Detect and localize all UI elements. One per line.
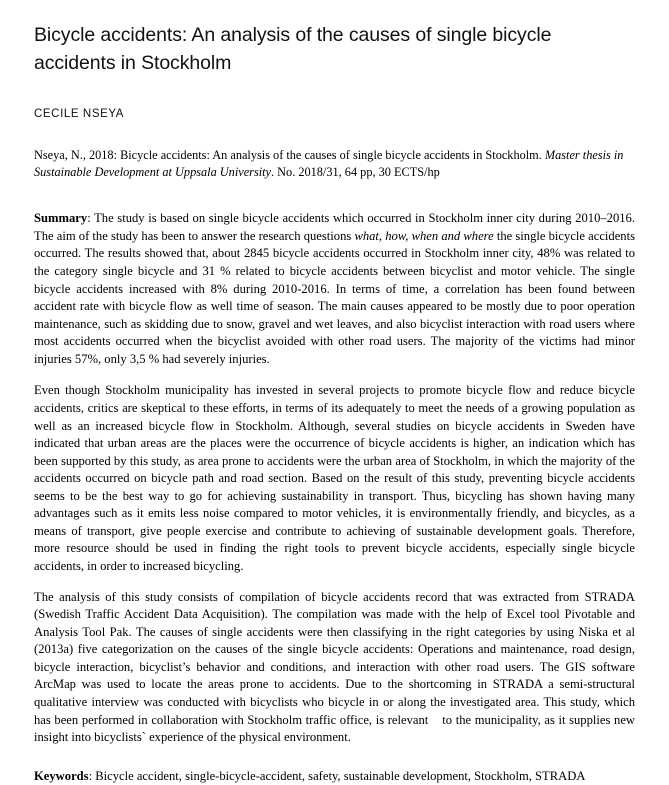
citation-source-italic: Master thesis in Sustainable Development at Uppsala University	[34, 148, 624, 180]
body-paragraph-3	[34, 589, 635, 747]
keywords-value: Bicycle accident, single-bicycle-accident, safety, sustainable development, Stockholm, STRADA	[95, 768, 586, 783]
citation-text-end: . No. 2018/31, 64 pp, 30 ECTS/hp	[271, 165, 440, 180]
keywords-block	[34, 768, 635, 785]
citation-block	[34, 147, 635, 181]
summary-text-part-2: the single bicycle accidents occurred. The results showed that, about 2845 bicycle accidents occurred in Stockholm inner city, 48% was related to the category single bicycle and 31 % related to bicycle accidents between bicyclist and motor vehicle. The single bicycle accidents increased with 8% during 2010-2016. In terms of time, a correlation has been found between accident rate with bicycle flow as well time of season. The main causes appeared to be mostly due to poor operation maintenance, such as skidding due to snow, gravel and wet leaves, and also bicyclist interaction with road users where most accidents occurred when the bicyclist avoided with other road users. The majority of the victims had minor injuries 57%, only 3,5 % had severely injuries.	[34, 228, 636, 366]
page-title: Bicycle accidents: An analysis of the causes of single bicycle accidents in Stockholm	[34, 24, 552, 74]
summary-text-part-1: The study is based on single bicycle accidents which occurred in Stockholm inner city during 2010–2016. The aim of the study has been to answer the research questions	[34, 211, 636, 243]
abstract-section	[34, 210, 635, 746]
body-paragraph-2: Even though Stockholm municipality has invested in several projects to promote bicycle flow and reduce bicycle accidents, critics are skeptical to these efforts, in terms of its adequately to meet the needs of a growing population as well as an increased bicycle flow in Stockholm. Although, several studies on bicycle accidents in Sweden have indicated that urban areas are the places were the occurrence of bicycle accidents is higher, an indication which has been supported by this study, as area prone to accidents were the urban area of Stockholm, in which the majority of the accidents occurred on bicycle path and road section. Based on the result of this study, preventing bicycle accidents seems to be the best way to go for achieving sustainability in transport. Thus, bicycling has shown having many advantages such as it emits less noise compared to motor vehicles, it is environmentally friendly, and bicycles, as a means of transport, give people exercise and contribute to achieving of sustainable development goals. Therefore, more resource should be used in finding the right tools to prevent bicycle accidents, especially single bicycle accidents, in order to increased bicycling.	[34, 383, 635, 573]
keywords-separator: :	[88, 768, 96, 783]
author-name: CECILE NSEYA	[34, 108, 125, 121]
keywords-label: Keywords	[34, 768, 89, 783]
summary-separator: :	[87, 211, 95, 226]
summary-paragraph	[34, 210, 635, 368]
body-paragraph-3-part-1: The analysis of this study consists of compilation of bicycle accidents record that was extracted from STRADA (Swedish Traffic Accident Data Acquisition). The compilation was made with the help of Excel tool Pivotable and Analysis Tool Pak. The causes of single accidents were then classifying in the right categories by using Niska et al (2013a) five categorization on the causes of the single bicycle accidents: Operations and maintenance, road design, bicycle interaction, bicyclist’s behavior and conditions, and interaction with other road users. The GIS software ArcMap was used to locate the areas prone to accidents. Due to the shortcoming in STRADA a semi-structural qualitative interview was conducted with bicyclists who bicycle in or along the investigated area. This study, which has been performed in collaboration with Stockholm traffic office, is relevant	[34, 589, 635, 727]
summary-research-questions: what, how, when and where	[354, 228, 494, 243]
citation-text-start: Nseya, N., 2018: Bicycle accidents: An analysis of the causes of single bicycle accidents in Stockholm.	[34, 148, 545, 163]
body-paragraph-3-part-2: to the municipality, as it supplies new insight into bicyclists` experience of the physical environment.	[34, 712, 636, 745]
summary-label: Summary	[34, 211, 88, 226]
